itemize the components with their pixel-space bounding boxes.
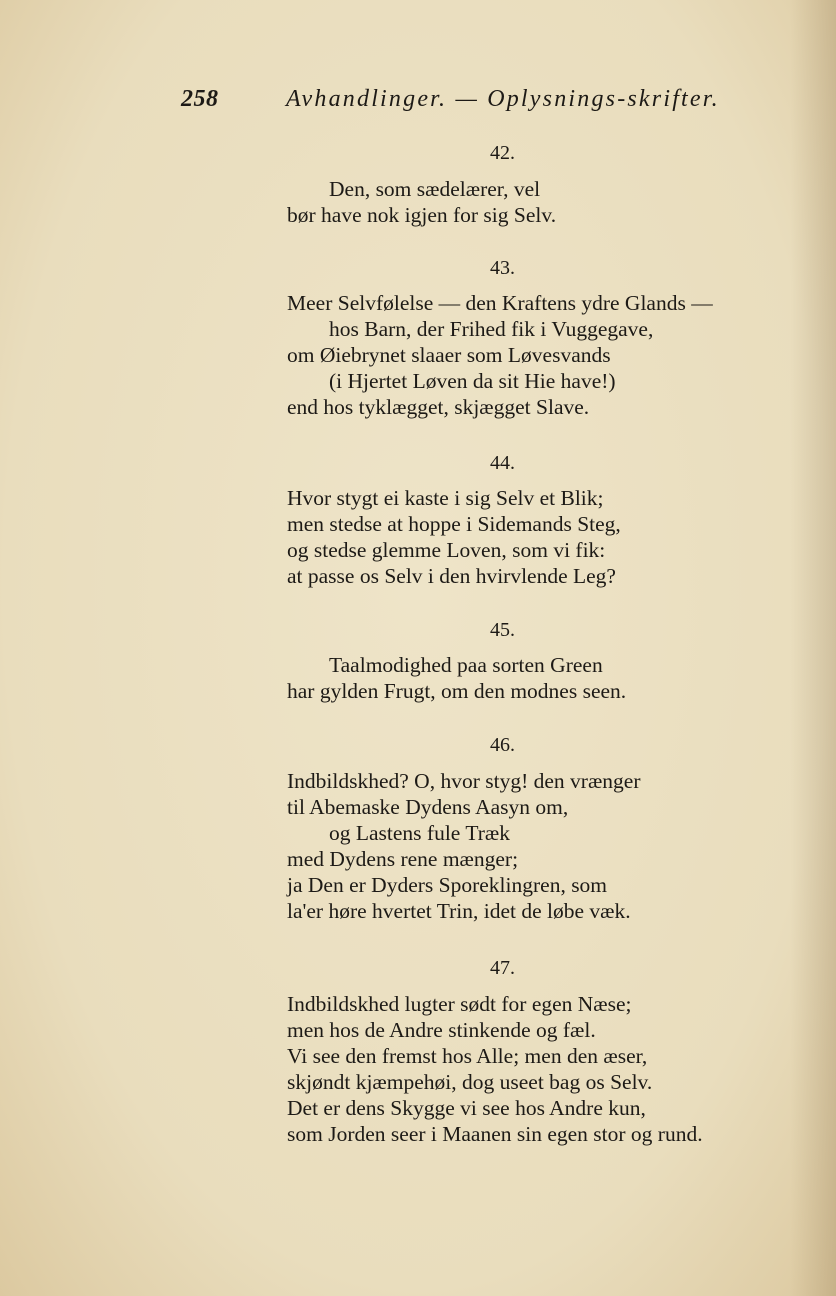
poem-line: Indbildskhed? O, hvor styg! den vrænger bbox=[287, 769, 641, 793]
poem-line: men stedse at hoppe i Sidemands Steg, bbox=[287, 512, 621, 536]
poem-line: og Lastens fule Træk bbox=[329, 821, 510, 845]
poem-number: 44. bbox=[490, 452, 515, 474]
poem-line: (i Hjertet Løven da sit Hie have!) bbox=[329, 369, 616, 393]
poem-line: Det er dens Skygge vi see hos Andre kun, bbox=[287, 1096, 646, 1120]
poem-line: hos Barn, der Frihed fik i Vuggegave, bbox=[329, 317, 654, 341]
poem-number: 43. bbox=[490, 257, 515, 279]
poem-number: 47. bbox=[490, 957, 515, 979]
poem-line: la'er høre hvertet Trin, idet de løbe væk. bbox=[287, 899, 631, 923]
poem-line: om Øiebrynet slaaer som Løvesvands bbox=[287, 343, 611, 367]
poem-line: Indbildskhed lugter sødt for egen Næse; bbox=[287, 992, 632, 1016]
poem-line: Vi see den fremst hos Alle; men den æser, bbox=[287, 1044, 648, 1068]
poem-line: med Dydens rene mænger; bbox=[287, 847, 519, 871]
poem-line: end hos tyklægget, skjægget Slave. bbox=[287, 395, 590, 419]
poem-line: at passe os Selv i den hvirvlende Leg? bbox=[287, 564, 616, 588]
poem-line: Meer Selvfølelse — den Kraftens ydre Glands — bbox=[287, 291, 713, 315]
poem-line: som Jorden seer i Maanen sin egen stor og rund. bbox=[287, 1122, 703, 1146]
poem-line: og stedse glemme Loven, som vi fik: bbox=[287, 538, 606, 562]
poem-number: 45. bbox=[490, 619, 515, 641]
poem-number: 42. bbox=[490, 142, 515, 164]
poem-line: Taalmodighed paa sorten Green bbox=[329, 653, 603, 677]
poem-line: har gylden Frugt, om den modnes seen. bbox=[287, 679, 627, 703]
running-head: Avhandlinger. — Oplysnings-skrifter. bbox=[286, 86, 720, 112]
page-number: 258 bbox=[181, 86, 219, 112]
poem-number: 46. bbox=[490, 734, 515, 756]
page-header bbox=[0, 86, 836, 122]
poem-line: skjøndt kjæmpehøi, dog useet bag os Selv. bbox=[287, 1070, 653, 1094]
page-edge-shadow bbox=[790, 0, 836, 1296]
poem-line: Hvor stygt ei kaste i sig Selv et Blik; bbox=[287, 486, 604, 510]
poem-line: men hos de Andre stinkende og fæl. bbox=[287, 1018, 596, 1042]
poem-line: til Abemaske Dydens Aasyn om, bbox=[287, 795, 569, 819]
poem-line: Den, som sædelærer, vel bbox=[329, 177, 541, 201]
poem-line: bør have nok igjen for sig Selv. bbox=[287, 203, 557, 227]
poem-line: ja Den er Dyders Sporeklingren, som bbox=[287, 873, 608, 897]
